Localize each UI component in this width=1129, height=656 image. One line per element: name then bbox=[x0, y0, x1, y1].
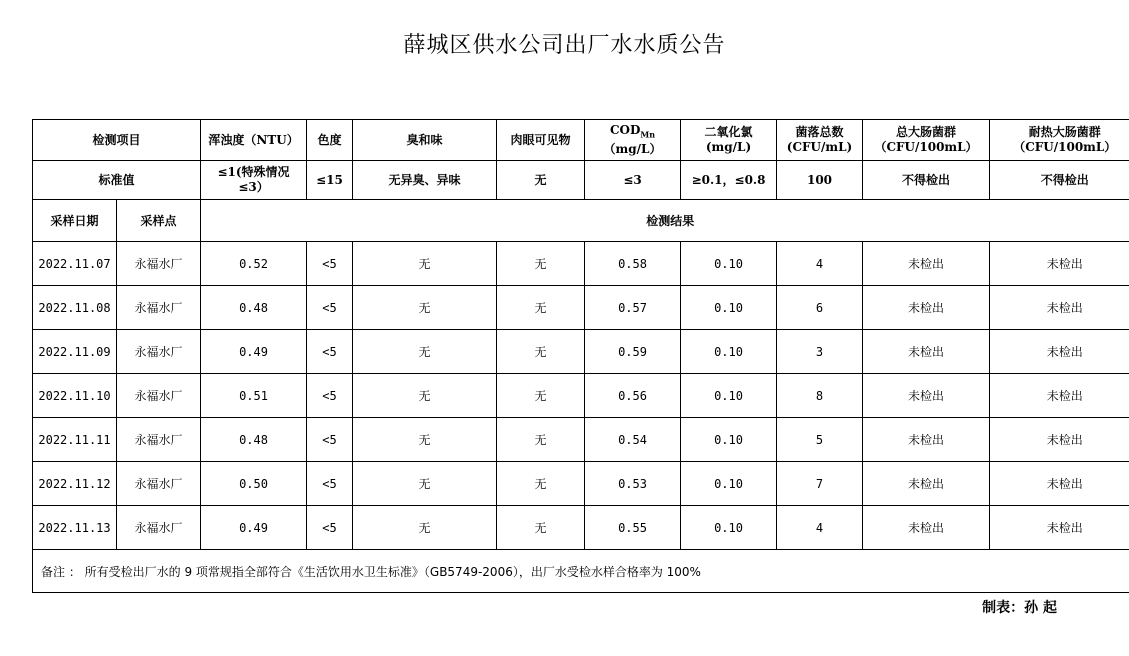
site-cell: 永福水厂 bbox=[117, 330, 201, 374]
header-odor: 臭和味 bbox=[353, 120, 497, 161]
coliform-cell: 未检出 bbox=[863, 286, 990, 330]
cod-cell: 0.53 bbox=[585, 462, 681, 506]
turbidity-cell: 0.49 bbox=[201, 506, 307, 550]
visible-cell: 无 bbox=[497, 418, 585, 462]
coliform-cell: 未检出 bbox=[863, 374, 990, 418]
turbidity-cell: 0.49 bbox=[201, 330, 307, 374]
standard-turbidity-line2: ≤3） bbox=[238, 180, 269, 194]
header-coliform bbox=[863, 120, 990, 161]
coliform-cell: 未检出 bbox=[863, 506, 990, 550]
standard-thermo: 不得检出 bbox=[990, 161, 1129, 200]
visible-cell: 无 bbox=[497, 374, 585, 418]
standard-turbidity-line1: ≤1(特殊情况 bbox=[217, 165, 290, 179]
colony-cell: 4 bbox=[777, 506, 863, 550]
standard-coliform: 不得检出 bbox=[863, 161, 990, 200]
color-cell: <5 bbox=[307, 242, 353, 286]
date-cell: 2022.11.13 bbox=[33, 506, 117, 550]
cod-cell: 0.54 bbox=[585, 418, 681, 462]
standard-color: ≤15 bbox=[307, 161, 353, 200]
thermo-cell: 未检出 bbox=[990, 506, 1129, 550]
date-cell: 2022.11.07 bbox=[33, 242, 117, 286]
thermo-cell: 未检出 bbox=[990, 462, 1129, 506]
visible-cell: 无 bbox=[497, 286, 585, 330]
chlorine-dioxide-cell: 0.10 bbox=[681, 374, 777, 418]
page-title: 薛城区供水公司出厂水水质公告 bbox=[403, 33, 726, 58]
site-cell: 永福水厂 bbox=[117, 462, 201, 506]
odor-cell: 无 bbox=[353, 506, 497, 550]
turbidity-cell: 0.51 bbox=[201, 374, 307, 418]
standard-chlorine-dioxide: ≥0.1，≤0.8 bbox=[681, 161, 777, 200]
chlorine-dioxide-cell: 0.10 bbox=[681, 462, 777, 506]
visible-cell: 无 bbox=[497, 242, 585, 286]
standard-visible: 无 bbox=[497, 161, 585, 200]
colony-cell: 4 bbox=[777, 242, 863, 286]
standard-odor: 无异臭、异味 bbox=[353, 161, 497, 200]
standard-colony: 100 bbox=[777, 161, 863, 200]
thermo-cell: 未检出 bbox=[990, 330, 1129, 374]
table-row bbox=[33, 462, 1129, 506]
chlorine-dioxide-cell: 0.10 bbox=[681, 418, 777, 462]
visible-cell: 无 bbox=[497, 462, 585, 506]
color-cell: <5 bbox=[307, 330, 353, 374]
subheader-results: 检测结果 bbox=[201, 200, 1129, 242]
odor-cell: 无 bbox=[353, 418, 497, 462]
colony-cell: 3 bbox=[777, 330, 863, 374]
header-item: 检测项目 bbox=[33, 120, 201, 161]
header-visible: 肉眼可见物 bbox=[497, 120, 585, 161]
subheader-row bbox=[33, 200, 1129, 242]
table-row bbox=[33, 242, 1129, 286]
coliform-cell: 未检出 bbox=[863, 330, 990, 374]
visible-cell: 无 bbox=[497, 506, 585, 550]
turbidity-cell: 0.52 bbox=[201, 242, 307, 286]
header-thermo-line1: 耐热大肠菌群 bbox=[1028, 125, 1101, 139]
maker-label: 制表：孙 起 bbox=[982, 600, 1057, 616]
coliform-cell: 未检出 bbox=[863, 418, 990, 462]
odor-cell: 无 bbox=[353, 330, 497, 374]
header-colony bbox=[777, 120, 863, 161]
odor-cell: 无 bbox=[353, 462, 497, 506]
color-cell: <5 bbox=[307, 506, 353, 550]
turbidity-cell: 0.50 bbox=[201, 462, 307, 506]
table-row bbox=[33, 418, 1129, 462]
header-turbidity: 浑浊度（NTU） bbox=[201, 120, 307, 161]
date-cell: 2022.11.12 bbox=[33, 462, 117, 506]
cod-cell: 0.59 bbox=[585, 330, 681, 374]
standard-row bbox=[33, 161, 1129, 200]
thermo-cell: 未检出 bbox=[990, 374, 1129, 418]
colony-cell: 8 bbox=[777, 374, 863, 418]
note-text: 备注 ： 所有受检出厂水的 9 项常规指全部符合《生活饮用水卫生标准》（GB5749-2006），出厂水受检水样合格率为 100% bbox=[33, 550, 1129, 593]
chlorine-dioxide-cell: 0.10 bbox=[681, 330, 777, 374]
header-cod-sub: Mn bbox=[640, 129, 656, 140]
date-cell: 2022.11.08 bbox=[33, 286, 117, 330]
thermo-cell: 未检出 bbox=[990, 242, 1129, 286]
odor-cell: 无 bbox=[353, 242, 497, 286]
cod-cell: 0.57 bbox=[585, 286, 681, 330]
header-thermo bbox=[990, 120, 1129, 161]
header-cod bbox=[585, 120, 681, 161]
chlorine-dioxide-cell: 0.10 bbox=[681, 242, 777, 286]
table-row bbox=[33, 286, 1129, 330]
coliform-cell: 未检出 bbox=[863, 462, 990, 506]
thermo-cell: 未检出 bbox=[990, 286, 1129, 330]
color-cell: <5 bbox=[307, 286, 353, 330]
water-quality-table bbox=[32, 119, 1129, 593]
site-cell: 永福水厂 bbox=[117, 374, 201, 418]
subheader-site: 采样点 bbox=[117, 200, 201, 242]
date-cell: 2022.11.10 bbox=[33, 374, 117, 418]
note-row bbox=[33, 550, 1129, 593]
coliform-cell: 未检出 bbox=[863, 242, 990, 286]
header-coliform-line2: （CFU/100mL） bbox=[874, 140, 978, 154]
header-chlorine-dioxide: 二氧化氯(mg/L) bbox=[681, 120, 777, 161]
header-thermo-line2: （CFU/100mL） bbox=[1013, 140, 1117, 154]
cod-cell: 0.58 bbox=[585, 242, 681, 286]
colony-cell: 7 bbox=[777, 462, 863, 506]
chlorine-dioxide-cell: 0.10 bbox=[681, 506, 777, 550]
site-cell: 永福水厂 bbox=[117, 286, 201, 330]
table-row bbox=[33, 330, 1129, 374]
date-cell: 2022.11.11 bbox=[33, 418, 117, 462]
header-cod-prefix: COD bbox=[609, 122, 641, 137]
table-row bbox=[33, 506, 1129, 550]
header-color: 色度 bbox=[307, 120, 353, 161]
chlorine-dioxide-cell: 0.10 bbox=[681, 286, 777, 330]
header-colony-line1: 菌落总数 bbox=[795, 125, 844, 139]
standard-cod: ≤3 bbox=[585, 161, 681, 200]
color-cell: <5 bbox=[307, 374, 353, 418]
cod-cell: 0.56 bbox=[585, 374, 681, 418]
header-colony-line2: (CFU/mL) bbox=[786, 140, 853, 154]
header-row bbox=[33, 120, 1129, 161]
table-row bbox=[33, 374, 1129, 418]
odor-cell: 无 bbox=[353, 374, 497, 418]
turbidity-cell: 0.48 bbox=[201, 286, 307, 330]
cod-cell: 0.55 bbox=[585, 506, 681, 550]
date-cell: 2022.11.09 bbox=[33, 330, 117, 374]
header-cod-suffix: （mg/L） bbox=[603, 142, 662, 157]
visible-cell: 无 bbox=[497, 330, 585, 374]
colony-cell: 6 bbox=[777, 286, 863, 330]
site-cell: 永福水厂 bbox=[117, 242, 201, 286]
site-cell: 永福水厂 bbox=[117, 506, 201, 550]
subheader-date: 采样日期 bbox=[33, 200, 117, 242]
turbidity-cell: 0.48 bbox=[201, 418, 307, 462]
odor-cell: 无 bbox=[353, 286, 497, 330]
thermo-cell: 未检出 bbox=[990, 418, 1129, 462]
site-cell: 永福水厂 bbox=[117, 418, 201, 462]
colony-cell: 5 bbox=[777, 418, 863, 462]
standard-turbidity bbox=[201, 161, 307, 200]
header-coliform-line1: 总大肠菌群 bbox=[896, 125, 957, 139]
color-cell: <5 bbox=[307, 418, 353, 462]
color-cell: <5 bbox=[307, 462, 353, 506]
data-rows bbox=[33, 242, 1129, 550]
standard-label: 标准值 bbox=[33, 161, 201, 200]
